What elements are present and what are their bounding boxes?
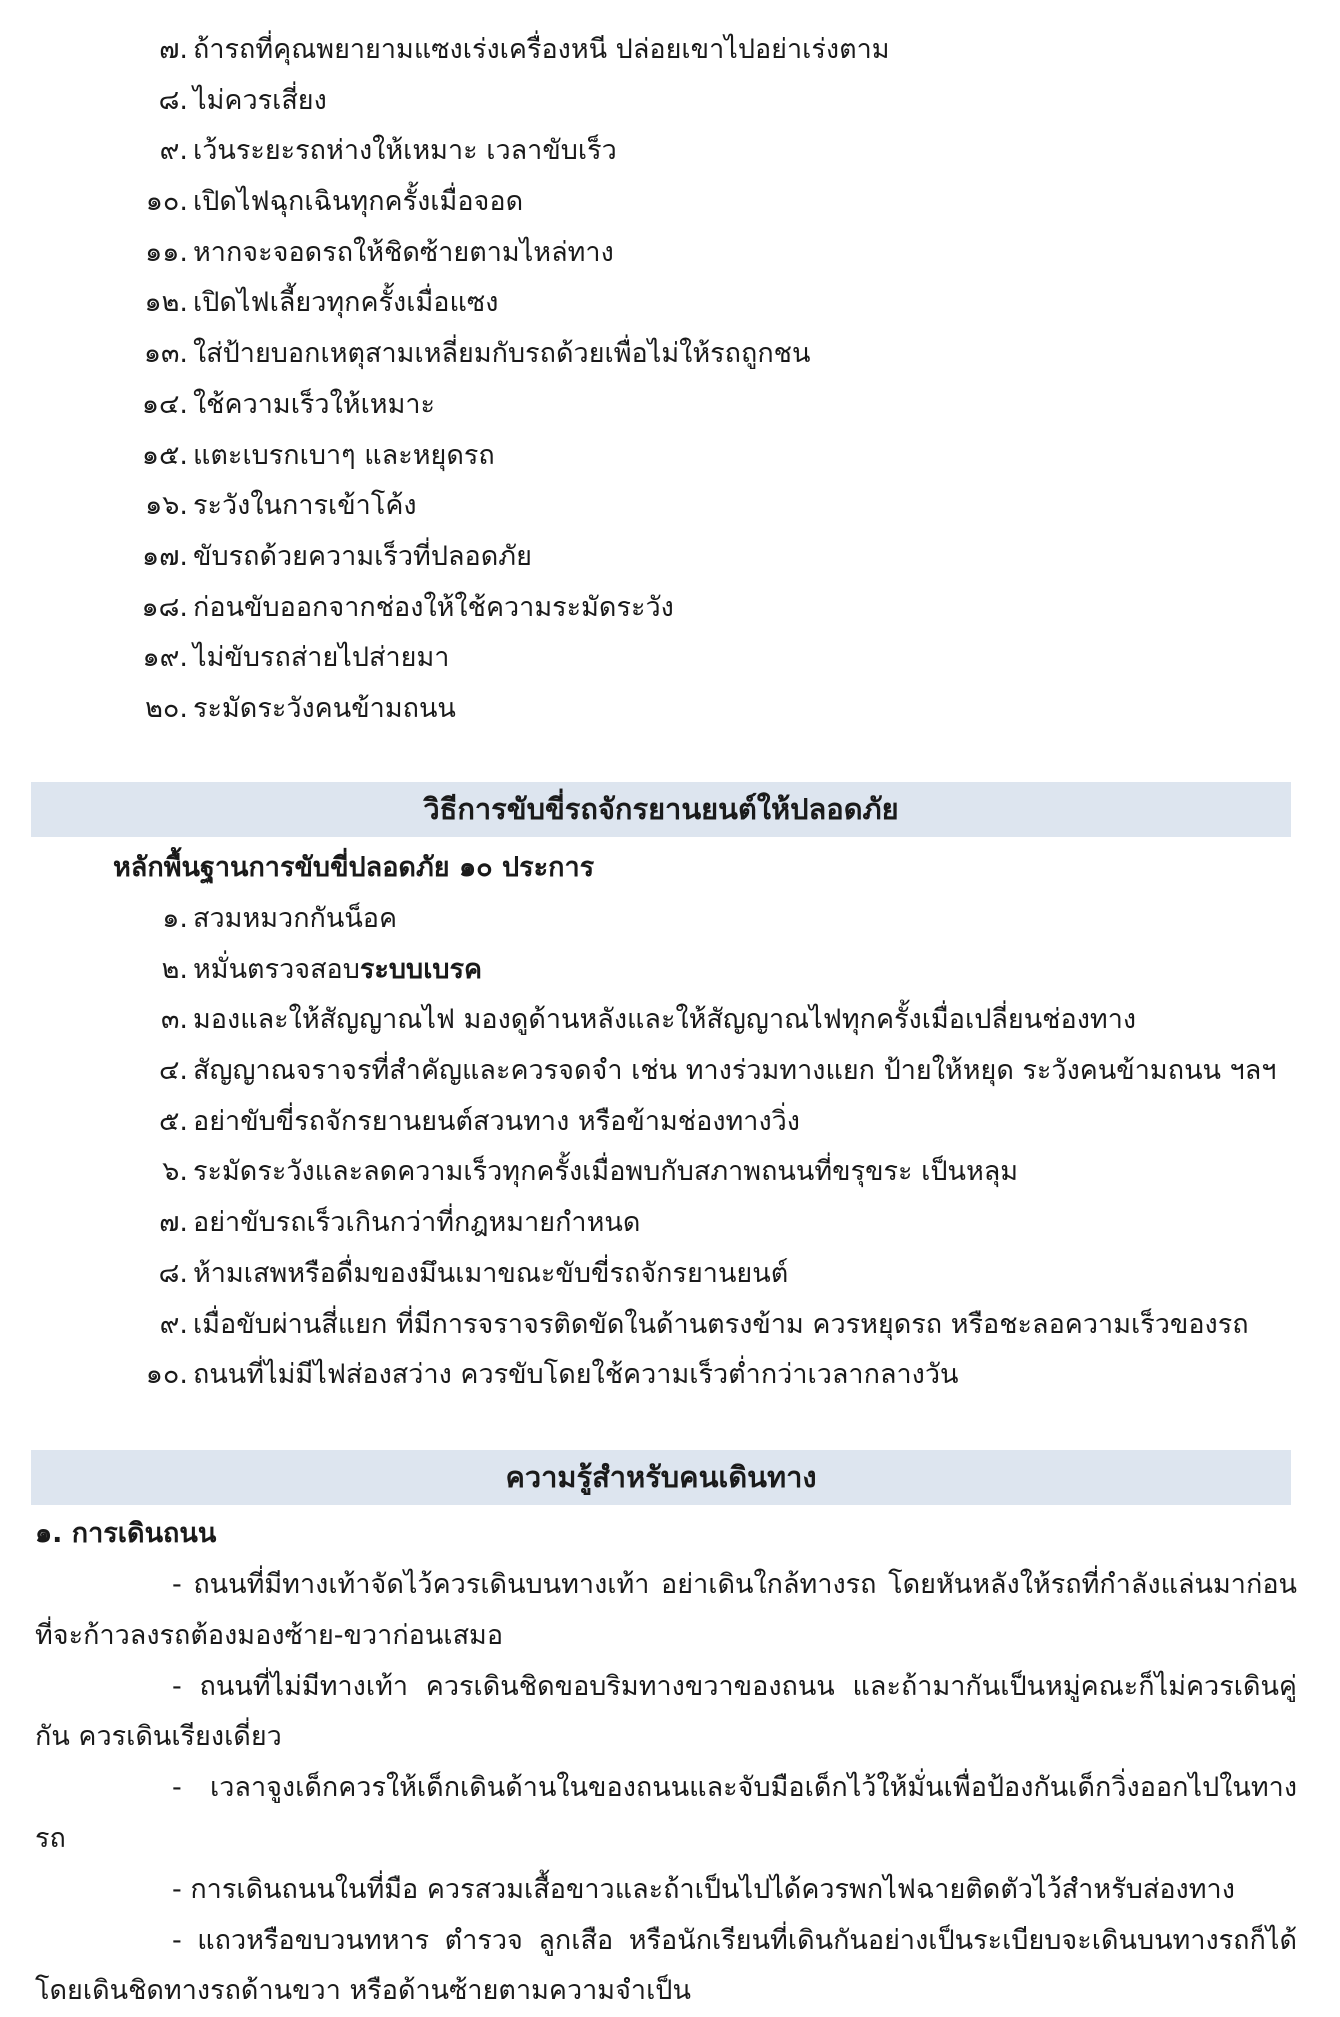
list-item <box>0 380 1340 431</box>
item-number: ๗. <box>159 34 188 65</box>
item-text: ไม่ขับรถส่ายไปส่ายมา <box>193 642 450 674</box>
list-item <box>0 1249 1340 1300</box>
paragraph: - เวลาจูงเด็กควรให้เด็กเดินด้านในของถนนและจับมือเด็กไว้ให้มั่นเพื่อป้องกันเด็กวิ่งออกไปในทางรถ <box>35 1772 1297 1854</box>
list-item <box>0 583 1340 634</box>
item-text: ระมัดระวังคนข้ามถนน <box>193 692 456 724</box>
item-text: ขับรถด้วยความเร็วที่ปลอดภัย <box>193 540 532 572</box>
pedestrian-heading: ๑. การเดินถนน <box>35 1518 217 1549</box>
item-text: อย่าขับขี่รถจักรยานยนต์สวนทาง หรือข้ามช่องทางวิ่ง <box>193 1105 800 1137</box>
list-item <box>0 228 1340 279</box>
list-item <box>0 1046 1340 1097</box>
item-text: สัญญาณจราจรที่สำคัญและควรจดจำ เช่น ทางร่วมทางแยก ป้ายให้หยุด ระวังคนข้ามถนน ฯลฯ <box>193 1055 1277 1087</box>
item-text: สวมหมวกกันน็อค <box>193 903 398 934</box>
item-text-wrapper <box>193 945 482 996</box>
item-number: ๑. <box>162 903 188 934</box>
list-item <box>0 945 1340 996</box>
list-item <box>0 278 1340 329</box>
item-text: ไม่ควรเสี่ยง <box>193 84 327 116</box>
item-number: ๑๒. <box>144 287 188 319</box>
item-number: ๔. <box>158 1055 188 1087</box>
pedestrian-paragraphs <box>35 1560 1297 2017</box>
motorcycle-subheading: หลักพื้นฐานการขับขี่ปลอดภัย ๑๐ ประการ <box>113 852 595 883</box>
paragraph: - แถวหรือขบวนทหาร ตำรวจ ลูกเสือ หรือนักเรียนที่เดินกันอย่างเป็นระเบียบจะเดินบนทางรถก็ได้โดยเดินชิดทางรถด้านขวา หรือด้านซ้ายตามความจำเป็น <box>35 1924 1297 2007</box>
item-number: ๑๔. <box>141 388 188 420</box>
item-text: มองและให้สัญญาณไฟ มองดูด้านหลังและให้สัญญาณไฟทุกครั้งเมื่อเปลี่ยนช่องทาง <box>193 1004 1137 1036</box>
list-item <box>0 329 1340 380</box>
driving-tips-list <box>0 25 1340 735</box>
item-text: ใส่ป้ายบอกเหตุสามเหลี่ยมกับรถด้วยเพื่อไม่ให้รถถูกชน <box>193 338 811 370</box>
item-text: หากจะจอดรถให้ชิดซ้ายตามไหล่ทาง <box>193 236 614 268</box>
item-number: ๓. <box>160 1004 188 1036</box>
item-number: ๑๙. <box>142 642 188 674</box>
item-number: ๑๕. <box>141 439 188 471</box>
list-item <box>0 25 1340 76</box>
item-number: ๙. <box>159 1308 188 1340</box>
list-item <box>0 1300 1340 1351</box>
list-item <box>0 481 1340 532</box>
item-number: ๒. <box>161 953 188 985</box>
item-number: ๑๐. <box>145 186 188 218</box>
list-item <box>0 126 1340 177</box>
item-text: ห้ามเสพหรือดื่มของมึนเมาขณะขับขี่รถจักรยานยนต์ <box>193 1257 789 1289</box>
item-text: ถนนที่ไม่มีไฟส่องสว่าง ควรขับโดยใช้ความเร็วต่ำกว่าเวลากลางวัน <box>193 1359 959 1391</box>
list-item <box>0 995 1340 1046</box>
item-text: หมั่นตรวจสอบ <box>193 953 360 985</box>
item-number: ๗. <box>159 1207 188 1239</box>
item-text: ระมัดระวังและลดความเร็วทุกครั้งเมื่อพบกับสภาพถนนที่ขรุขระ เป็นหลุม <box>193 1156 1019 1188</box>
section-title-motorcycle: วิธีการขับขี่รถจักรยานยนต์ให้ปลอดภัย <box>31 782 1291 837</box>
item-number: ๑๗. <box>141 540 188 572</box>
item-text: อย่าขับรถเร็วเกินกว่าที่กฎหมายกำหนด <box>193 1207 641 1239</box>
item-text: ใช้ความเร็วให้เหมาะ <box>193 388 436 420</box>
list-item <box>0 1097 1340 1148</box>
list-item <box>0 1198 1340 1249</box>
item-number: ๑๓. <box>143 338 188 370</box>
item-number: ๘. <box>158 1257 188 1289</box>
list-item <box>0 684 1340 735</box>
item-number: ๑๑. <box>145 236 188 268</box>
item-number: ๑๖. <box>145 490 188 522</box>
list-item <box>0 76 1340 127</box>
list-item <box>0 1147 1340 1198</box>
list-item <box>0 532 1340 583</box>
item-number: ๒๐. <box>145 692 188 724</box>
paragraph: - ถนนที่ไม่มีทางเท้า ควรเดินชิดขอบริมทางขวาของถนน และถ้ามากันเป็นหมู่คณะก็ไม่ควรเดินคู่กัน ควรเดินเรียงเดี่ยว <box>35 1670 1297 1753</box>
item-number: ๖. <box>162 1156 188 1188</box>
item-number: ๘. <box>158 84 188 116</box>
item-text-bold: ระบบเบรค <box>359 953 483 985</box>
list-item <box>0 633 1340 684</box>
item-text: เว้นระยะรถห่างให้เหมาะ เวลาขับเร็ว <box>193 135 617 167</box>
paragraph: - การเดินถนนในที่มือ ควรสวมเสื้อขาวและถ้าเป็นไปได้ควรพกไฟฉายติดตัวไว้สำหรับส่องทาง <box>172 1873 1235 1905</box>
item-text: เปิดไฟเลี้ยวทุกครั้งเมื่อแซง <box>193 287 499 319</box>
item-text: แตะเบรกเบาๆ และหยุดรถ <box>193 439 495 471</box>
item-number: ๙. <box>159 135 188 167</box>
list-item <box>0 177 1340 228</box>
item-text: ก่อนขับออกจากช่องให้ใช้ความระมัดระวัง <box>193 591 674 623</box>
list-item <box>0 1350 1340 1401</box>
item-text: เมื่อขับผ่านสี่แยก ที่มีการจราจรติดขัดในด้านตรงข้าม ควรหยุดรถ หรือชะลอความเร็วของรถ <box>193 1308 1249 1340</box>
item-number: ๕. <box>158 1105 188 1137</box>
section-title-pedestrian: ความรู้สำหรับคนเดินทาง <box>31 1450 1291 1505</box>
item-text: ถ้ารถที่คุณพยายามแซงเร่งเครื่องหนี ปล่อยเขาไปอย่าเร่งตาม <box>193 34 890 65</box>
item-number: ๑๐. <box>145 1359 188 1391</box>
list-item <box>0 894 1340 945</box>
item-text: ระวังในการเข้าโค้ง <box>193 490 417 522</box>
paragraph: - ถนนที่มีทางเท้าจัดไว้ควรเดินบนทางเท้า อย่าเดินใกล้ทางรถ โดยหันหลังให้รถที่กำลังแล่นมาก่อนที่จะก้าวลงรถต้องมองซ้าย-ขวาก่อนเสมอ <box>35 1569 1297 1651</box>
item-text: เปิดไฟฉุกเฉินทุกครั้งเมื่อจอด <box>193 186 524 218</box>
list-item <box>0 431 1340 482</box>
motorcycle-tips-list <box>0 894 1340 1401</box>
item-number: ๑๘. <box>141 591 188 623</box>
